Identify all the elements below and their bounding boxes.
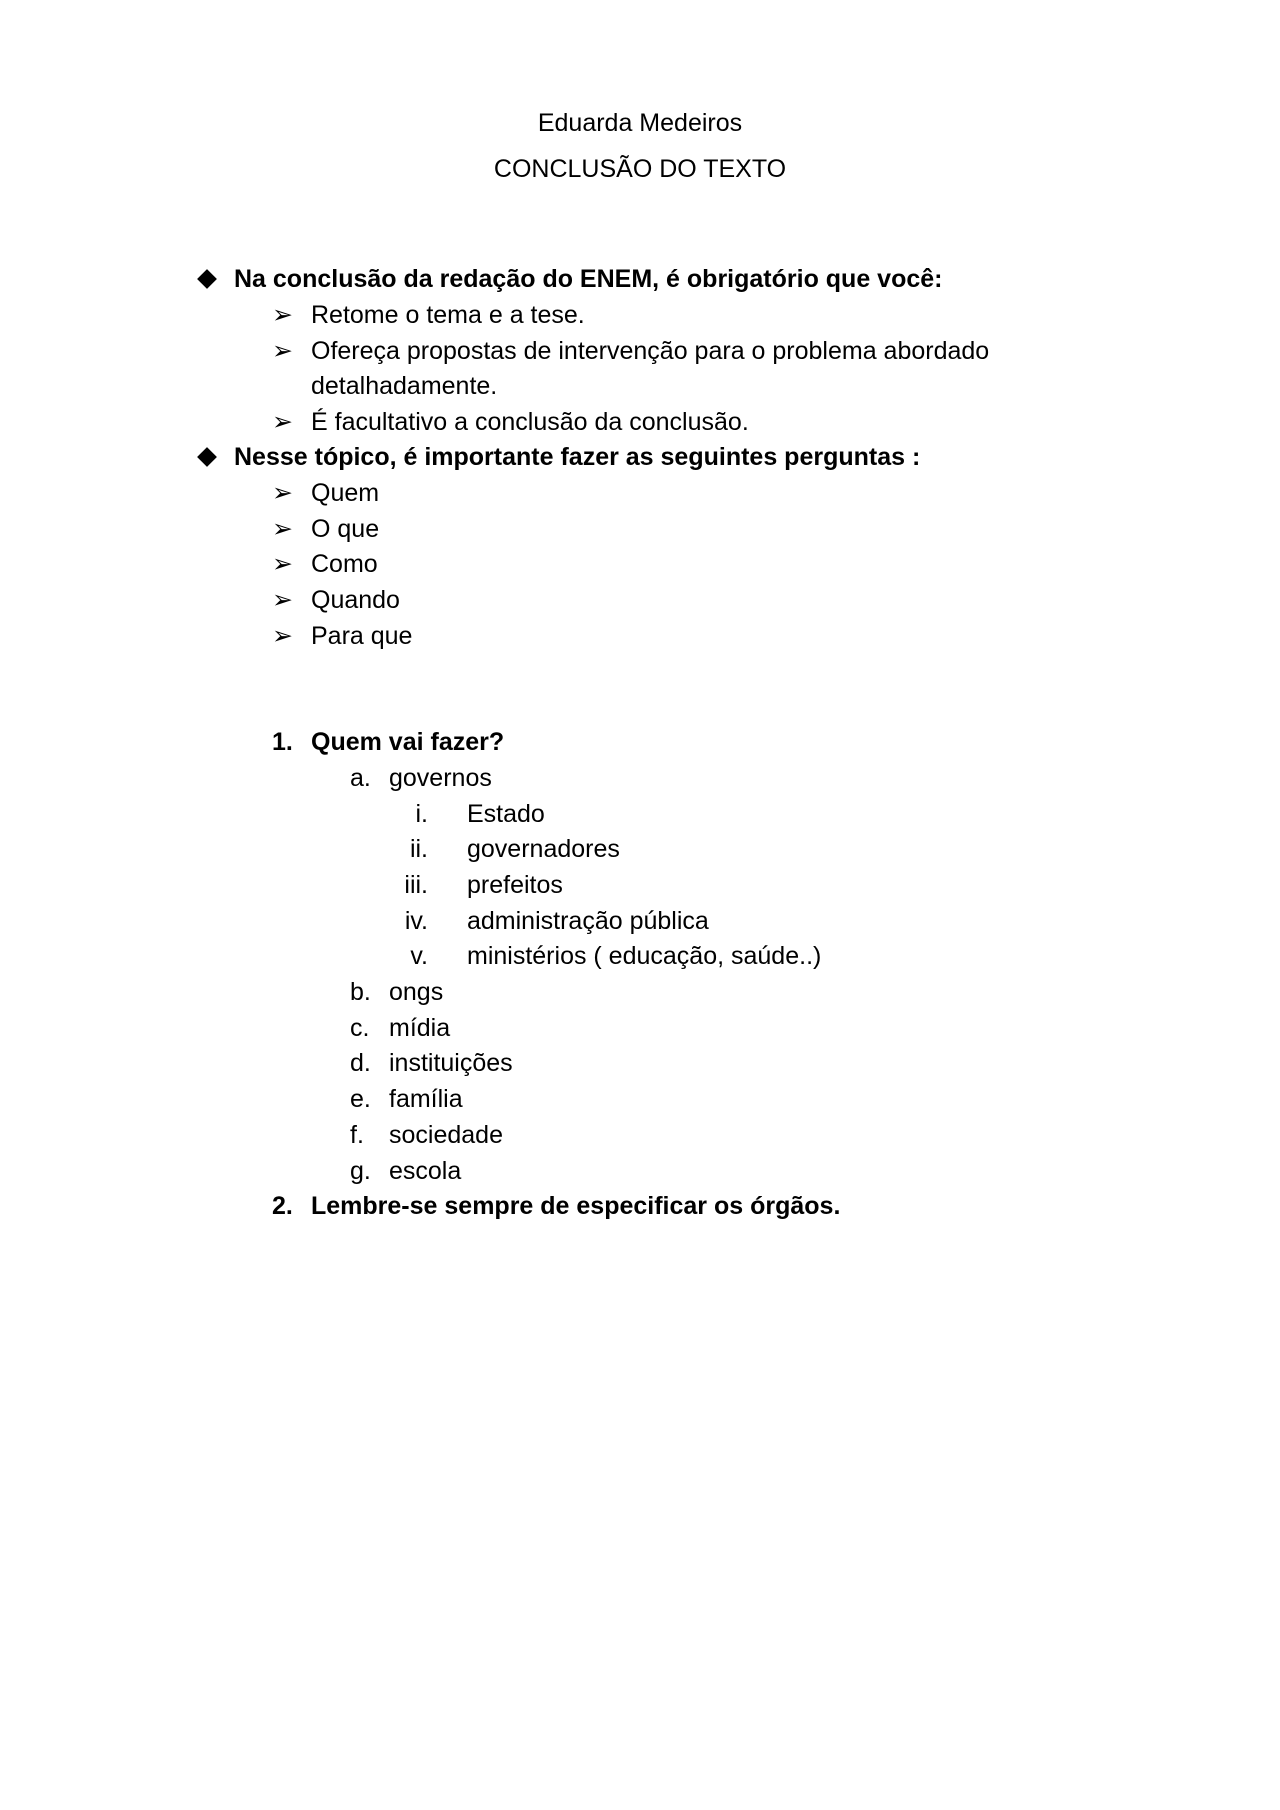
list-number: 1.	[272, 728, 293, 756]
numbered-item-heading: Quem vai fazer?	[311, 728, 505, 756]
list-item: Estado	[467, 800, 545, 828]
section2-item: Quando	[311, 586, 400, 614]
list-item: governadores	[467, 835, 620, 863]
list-letter: b.	[350, 978, 371, 1006]
arrow-bullet-icon: ➢	[272, 622, 293, 650]
list-item: ministérios ( educação, saúde..)	[467, 942, 822, 970]
list-item: sociedade	[389, 1121, 503, 1149]
author-name: Eduarda Medeiros	[537, 109, 743, 137]
arrow-bullet-icon: ➢	[272, 479, 293, 507]
list-roman: v.	[410, 942, 428, 970]
section2-item: Quem	[311, 479, 380, 507]
list-roman: iv.	[404, 907, 428, 935]
list-item: ongs	[389, 978, 444, 1006]
arrow-bullet-icon: ➢	[272, 550, 293, 578]
list-item: instituições	[389, 1049, 513, 1077]
section1-item: Ofereça propostas de intervenção para o problema abordado	[311, 337, 990, 365]
list-letter: f.	[350, 1121, 364, 1149]
numbered-item-heading: Lembre-se sempre de especificar os órgãos.	[311, 1192, 841, 1220]
arrow-bullet-icon: ➢	[272, 408, 293, 436]
section1-item-continuation: detalhadamente.	[311, 372, 498, 400]
list-item: governos	[389, 764, 492, 792]
list-item: mídia	[389, 1014, 451, 1042]
list-item: prefeitos	[467, 871, 563, 899]
list-letter: e.	[350, 1085, 371, 1113]
arrow-bullet-icon: ➢	[272, 337, 293, 365]
arrow-bullet-icon: ➢	[272, 301, 293, 329]
section1-item: É facultativo a conclusão da conclusão.	[311, 408, 749, 436]
list-letter: d.	[350, 1049, 371, 1077]
list-letter: g.	[350, 1157, 371, 1185]
list-item: escola	[389, 1157, 462, 1185]
list-roman: i.	[415, 800, 428, 828]
section2-item: Como	[311, 550, 378, 578]
section2-heading: Nesse tópico, é importante fazer as seguintes perguntas :	[234, 443, 921, 471]
diamond-bullet-icon	[196, 264, 220, 294]
diamond-bullet-icon	[196, 442, 220, 472]
section1-heading: Na conclusão da redação do ENEM, é obrigatório que você:	[234, 265, 943, 293]
section2-item: Para que	[311, 622, 413, 650]
section2-item: O que	[311, 515, 380, 543]
list-letter: c.	[350, 1014, 370, 1042]
section1-item: Retome o tema e a tese.	[311, 301, 585, 329]
list-item: família	[389, 1085, 463, 1113]
list-number: 2.	[272, 1192, 293, 1220]
document-title: CONCLUSÃO DO TEXTO	[493, 155, 787, 183]
list-letter: a.	[350, 764, 371, 792]
list-roman: iii.	[404, 871, 428, 899]
arrow-bullet-icon: ➢	[272, 515, 293, 543]
list-roman: ii.	[409, 835, 428, 863]
list-item: administração pública	[467, 907, 709, 935]
arrow-bullet-icon: ➢	[272, 586, 293, 614]
